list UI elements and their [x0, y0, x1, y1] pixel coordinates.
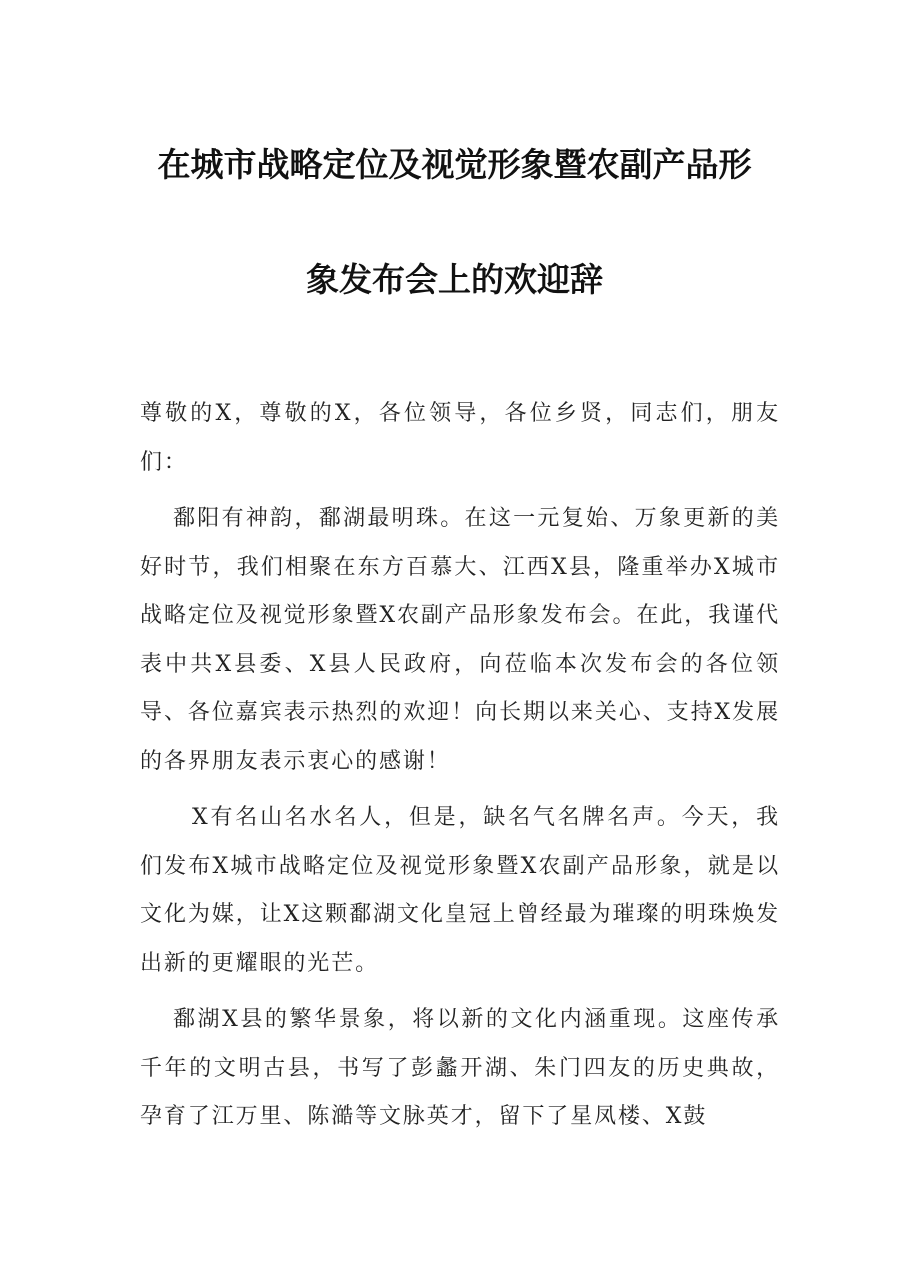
welcome-paragraph: 鄱阳有神韵，鄱湖最明珠。在这一元复始、万象更新的美好时节，我们相聚在东方百慕大、江西X县，隆重举办X城市战略定位及视觉形象暨X农副产品形象发布会。在此，我谨代表中共X县委、X县人民政府，向莅临本次发布会的各位领导、各位嘉宾表示热烈的欢迎！向长期以来关心、支持X发展的各界朋友表示衷心的感谢！: [140, 506, 780, 774]
salutation-paragraph: 尊敬的X，尊敬的X，各位领导，各位乡贤，同志们，朋友们：: [140, 401, 780, 475]
purpose-paragraph: X有名山名水名人，但是，缺名气名牌名声。今天，我们发布X城市战略定位及视觉形象暨X农副产品形象，就是以文化为媒，让X这颗鄱湖文化皇冠上曾经最为璀璨的明珠焕发出新的更耀眼的光芒。: [140, 805, 780, 976]
document-body: [140, 390, 780, 1142]
history-paragraph: 鄱湖X县的繁华景象，将以新的文化内涵重现。这座传承千年的文明古县，书写了彭蠡开湖、朱门四友的历史典故，孕育了江万里、陈澔等文脉英才，留下了星凤楼、X鼓: [140, 1007, 780, 1129]
document-title-line-2: 象发布会上的欢迎辞: [306, 260, 603, 299]
document-title-line-1: 在城市战略定位及视觉形象暨农副产品形: [157, 145, 752, 184]
